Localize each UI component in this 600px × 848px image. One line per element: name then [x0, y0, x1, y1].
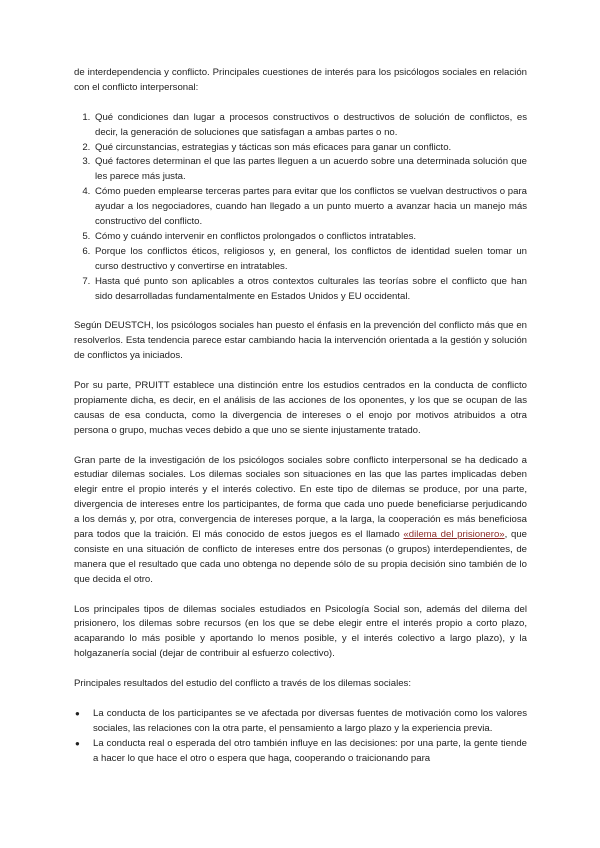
deutsch-paragraph: Según DEUSTCH, los psicólogos sociales han puesto el énfasis en la prevención del conflicto más que en resolverlos. Esta tendencia parece estar cambiando hacia la intervención orientada a la gestión y solución de conflictos ya iniciados.	[74, 320, 527, 362]
tipos-paragraph: Los principales tipos de dilemas sociales estudiados en Psicología Social son, además del dilema del prisionero, los dilemas sobre recursos (en los que se debe elegir entre el interés propio a corto plazo, acaparando lo más posible y aportando lo menos posible, y el interés colectivo a largo plazo), y la holgazanería social (dejar de contribuir al esfuerzo colectivo).	[74, 603, 527, 660]
dilema-prisionero-link[interactable]: «dilema del prisionero»	[403, 529, 505, 541]
question-item: 7. Hasta qué punto son aplicables a otros contextos culturales las teorías sobre el conflicto que han sido desarrolladas fundamentalmente en Estados Unidos y EU occidental.	[93, 275, 527, 305]
questions-list	[74, 111, 527, 305]
dilemas-text-after: , que consiste en una situación de conflicto de intereses entre dos personas (o grupos) interdependientes, de manera que el resultado que cada uno obtenga no depende sólo de su propia decisión sino también de lo que decida el otro.	[74, 529, 527, 585]
question-item: 1. Qué condiciones dan lugar a procesos constructivos o destructivos de solución de conflictos, es decir, la generación de soluciones que satisfagan a ambas partes o no.	[93, 111, 527, 141]
question-item: 2. Qué circunstancias, estrategias y tácticas son más eficaces para ganar un conflicto.	[93, 141, 527, 156]
intro-paragraph: de interdependencia y conflicto. Principales cuestiones de interés para los psicólogos sociales en relación con el conflicto interpersonal:	[74, 67, 527, 93]
result-item: ● La conducta de los participantes se ve afectada por diversas fuentes de motivación como los valores sociales, las relaciones con la otra parte, el pensamiento a largo plazo y la experiencia previa.	[93, 707, 527, 737]
results-heading: Principales resultados del estudio del conflicto a través de los dilemas sociales:	[74, 678, 412, 690]
pruitt-paragraph: Por su parte, PRUITT establece una distinción entre los estudios centrados en la conducta de conflicto propiamente dicha, es decir, en el análisis de las acciones de los oponentes, y los que se ocupan de las causas de esa conducta, como la divergencia de intereses o el enojo por motivos atribuidos a otra persona o grupo, muchas veces debido a que uno se siente injustamente tratado.	[74, 379, 527, 436]
results-list	[74, 707, 527, 767]
result-item: ● La conducta real o esperada del otro también influye en las decisiones: por una parte, la gente tiende a hacer lo que hace el otro o espera que haga, cooperando o traicionando para	[93, 737, 527, 767]
question-item: 5. Cómo y cuándo intervenir en conflictos prolongados o conflictos intratables.	[93, 230, 527, 245]
question-item: 6. Porque los conflictos éticos, religiosos y, en general, los conflictos de identidad suelen tomar un curso destructivo y convertirse en intratables.	[93, 245, 527, 275]
document-page	[74, 66, 527, 766]
question-item: 3. Qué factores determinan el que las partes lleguen a un acuerdo sobre una determinada solución que les parece más justa.	[93, 155, 527, 185]
dilemas-text-before: Gran parte de la investigación de los psicólogos sociales sobre conflicto interpersonal se ha dedicado a estudiar dilemas sociales. Los dilemas sociales son situaciones en las que las partes implicadas deben elegir entre el propio interés y el interés colectivo. En este tipo de dilemas se produce, por una parte, divergencia de intereses entre los participantes, de forma que cada uno puede beneficiarse perjudicando a los demás y, por otra, convergencia de intereses porque, a la larga, la cooperación es más beneficiosa para todos que la traición. El más conocido de estos juegos es el llamado	[74, 454, 527, 541]
question-item: 4. Cómo pueden emplearse terceras partes para evitar que los conflictos se vuelvan destructivos o para ayudar a los negociadores, cuando han llegado a un punto muerto a avanzar hacia un manejo más constructivo del conflicto.	[93, 185, 527, 230]
dilemas-paragraph	[74, 454, 527, 588]
